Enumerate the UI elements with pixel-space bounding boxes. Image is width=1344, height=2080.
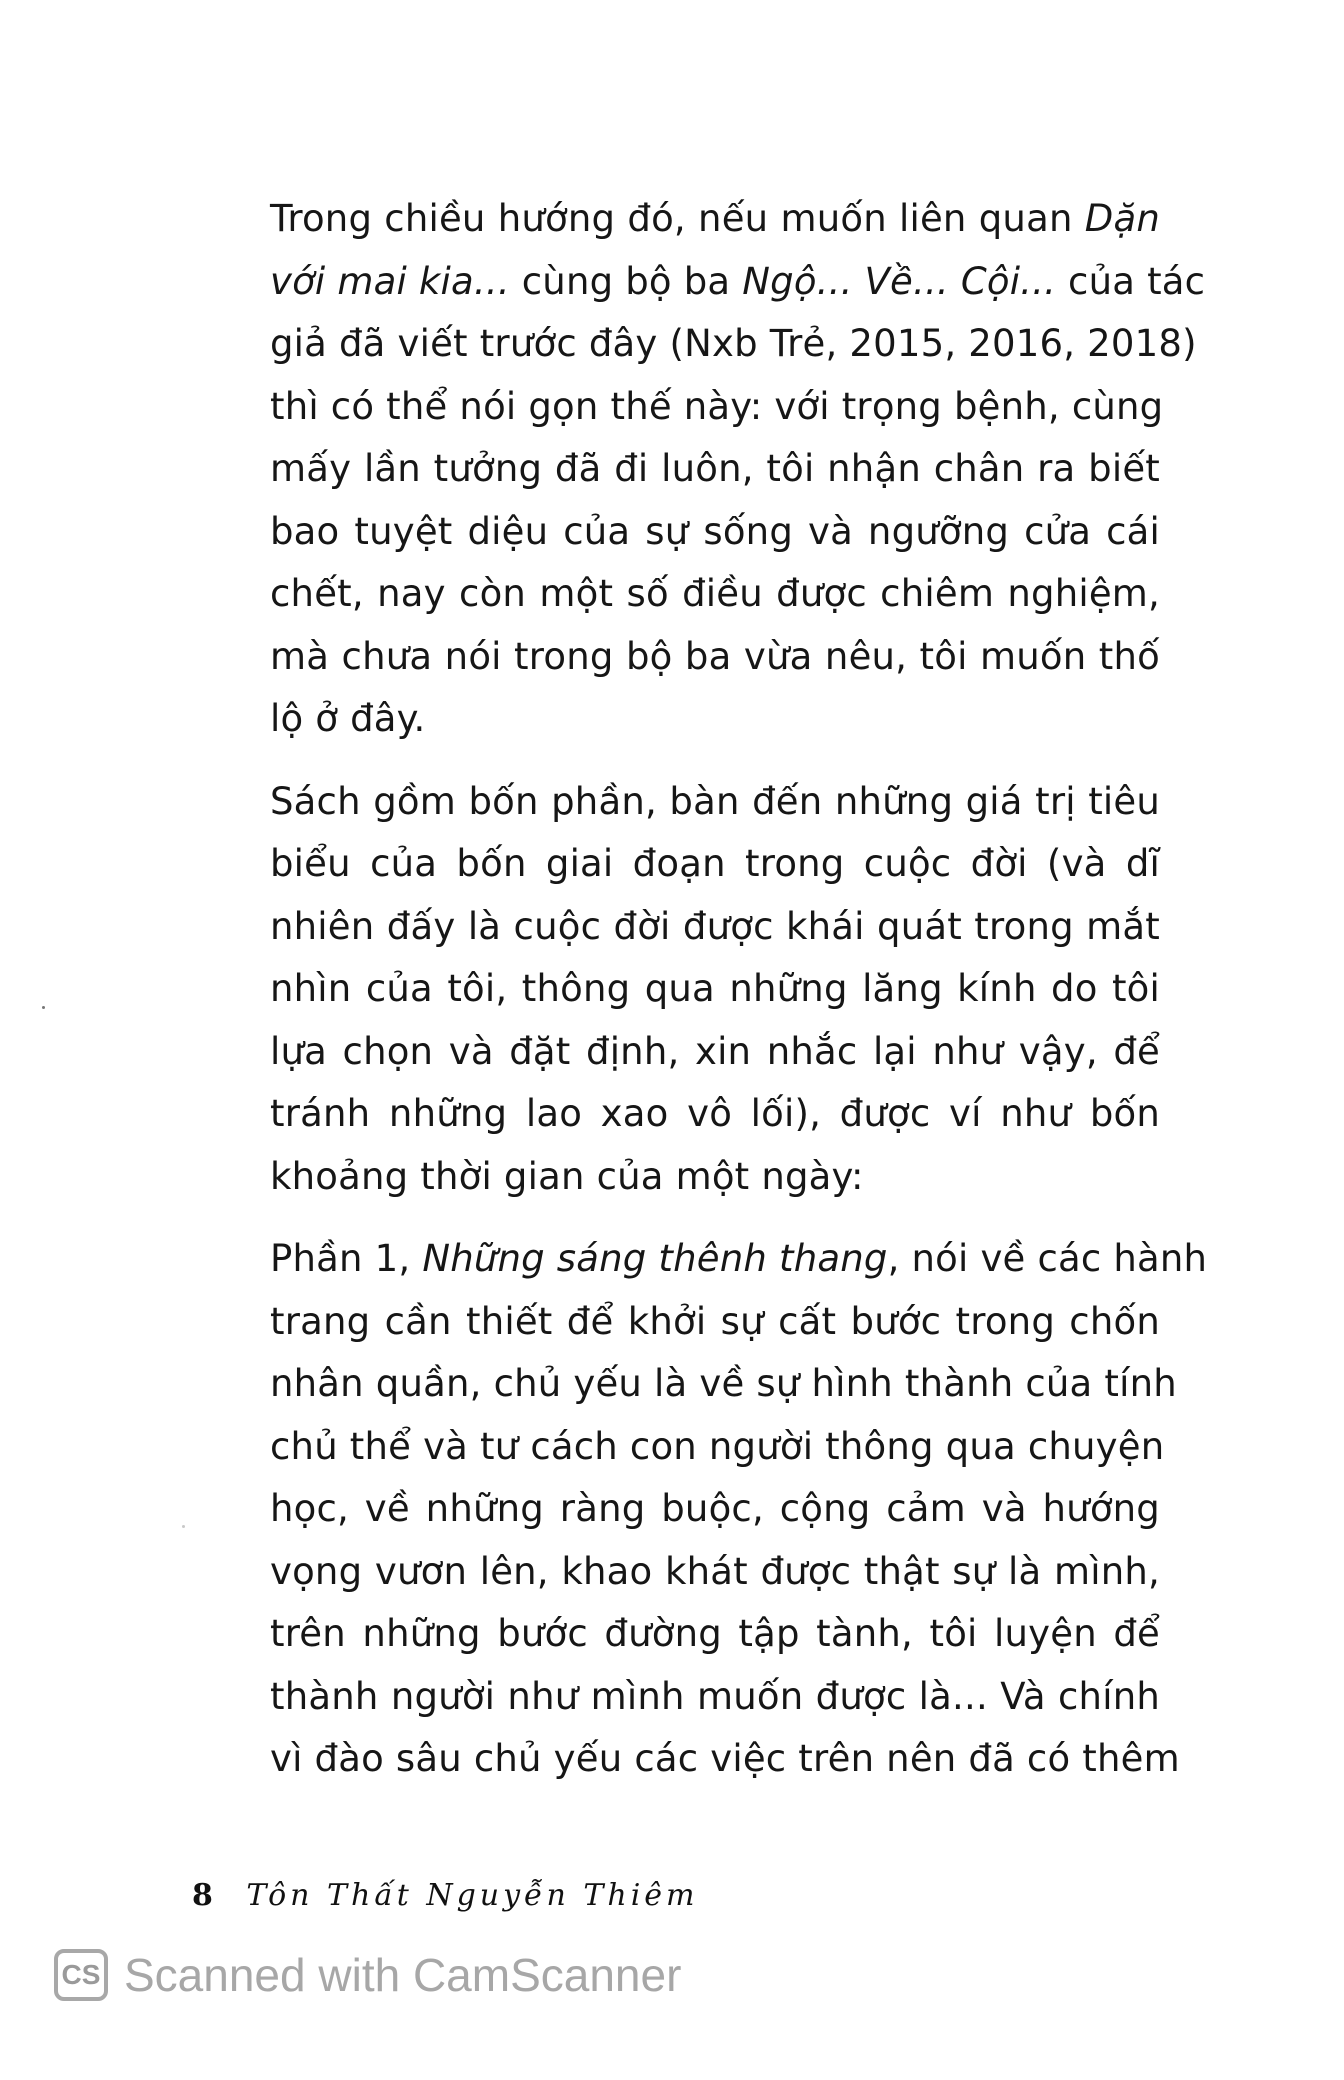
- text-line: [270, 833, 1160, 896]
- text-run: chết, nay còn một số điều được chiêm nghiệm,: [270, 572, 1160, 615]
- text-run: vọng vươn lên, khao khát được thật sự là mình,: [270, 1549, 1160, 1593]
- text-line: [270, 438, 1160, 501]
- text-run: cùng bộ ba: [509, 259, 743, 303]
- italic-title-text: với mai kia...: [270, 259, 510, 303]
- text-line: [270, 376, 1164, 439]
- body-text: [270, 188, 1208, 1811]
- text-line: [270, 1728, 1180, 1791]
- text-run: trên những bước đường tập tành, tôi luyện để: [270, 1612, 1160, 1655]
- text-run: nhân quần, chủ yếu là về sự hình thành của tính: [270, 1362, 1177, 1405]
- text-line: [270, 688, 1160, 751]
- text-run: Trong chiều hướng đó, nếu muốn liên quan: [270, 197, 1085, 240]
- text-run: , nói về các hành: [887, 1237, 1208, 1280]
- text-line: [270, 188, 1160, 251]
- italic-title-text: Dặn: [1084, 197, 1160, 240]
- text-line: [270, 896, 1160, 959]
- scan-speck: [42, 1006, 45, 1009]
- text-line: [270, 1021, 1160, 1084]
- text-run: thành người như mình muốn được là... Và chính: [270, 1674, 1160, 1718]
- text-line: [270, 1353, 1177, 1416]
- text-run: lựa chọn và đặt định, xin nhắc lại như vậy, để: [270, 1029, 1160, 1073]
- text-run: bao tuyệt diệu của sự sống và ngưỡng cửa cái: [270, 509, 1160, 553]
- text-run: mà chưa nói trong bộ ba vừa nêu, tôi muốn thố: [270, 634, 1160, 678]
- text-line: [270, 1416, 1165, 1479]
- text-run: thì có thể nói gọn thế này: với trọng bệnh, cùng: [270, 384, 1164, 428]
- running-head-author: Tôn Thất Nguyễn Thiêm: [246, 1878, 699, 1913]
- camscanner-logo-icon: CS: [54, 1949, 108, 2001]
- text-line: [270, 958, 1160, 1021]
- text-line: [270, 313, 1197, 376]
- text-run: tránh những lao xao vô lối), được ví như bốn: [270, 1092, 1160, 1135]
- text-line: [270, 1083, 1160, 1146]
- text-run: nhiên đấy là cuộc đời được khái quát trong mắt: [270, 904, 1160, 948]
- italic-title-text: Ngộ... Về... Cội...: [742, 259, 1057, 303]
- text-run: chủ thể và tư cách con người thông qua chuyện: [270, 1424, 1165, 1468]
- text-line: [270, 1478, 1160, 1541]
- text-run: lộ ở đây.: [270, 697, 426, 740]
- page-footer: [192, 1878, 699, 1913]
- text-run: trang cần thiết để khởi sự cất bước trong chốn: [270, 1299, 1160, 1343]
- paragraph: [270, 188, 1206, 751]
- text-run: biểu của bốn giai đoạn trong cuộc đời (và dĩ: [270, 842, 1160, 885]
- text-line: [270, 626, 1160, 689]
- camscanner-watermark: [54, 1946, 681, 2004]
- text-line: [270, 1603, 1160, 1666]
- text-line: [270, 771, 1160, 834]
- scan-speck: [182, 1525, 185, 1528]
- text-line: [270, 1146, 1160, 1209]
- text-line: [270, 501, 1160, 564]
- text-run: Sách gồm bốn phần, bàn đến những giá trị tiêu: [270, 779, 1160, 823]
- text-line: [270, 1666, 1160, 1729]
- text-run: học, về những ràng buộc, cộng cảm và hướng: [270, 1487, 1160, 1530]
- text-run: Phần 1,: [270, 1237, 423, 1280]
- text-run: giả đã viết trước đây (Nxb Trẻ, 2015, 2016, 2018): [270, 322, 1197, 365]
- italic-title-text: Những sáng thênh thang: [422, 1237, 888, 1280]
- text-run: nhìn của tôi, thông qua những lăng kính do tôi: [270, 967, 1160, 1010]
- text-line: [270, 563, 1160, 626]
- text-run: của tác: [1056, 259, 1206, 303]
- text-run: khoảng thời gian của một ngày:: [270, 1154, 864, 1198]
- page-number: 8: [192, 1878, 213, 1913]
- watermark-text: Scanned with CamScanner: [124, 1949, 682, 2001]
- paragraph: [270, 1228, 1208, 1791]
- text-run: mấy lần tưởng đã đi luôn, tôi nhận chân ra biết: [270, 447, 1160, 490]
- text-line: [270, 1541, 1160, 1604]
- text-line: [270, 1291, 1160, 1354]
- text-line: [270, 251, 1206, 314]
- text-run: vì đào sâu chủ yếu các việc trên nên đã có thêm: [270, 1737, 1180, 1780]
- text-line: [270, 1228, 1208, 1291]
- paragraph: [270, 771, 1160, 1209]
